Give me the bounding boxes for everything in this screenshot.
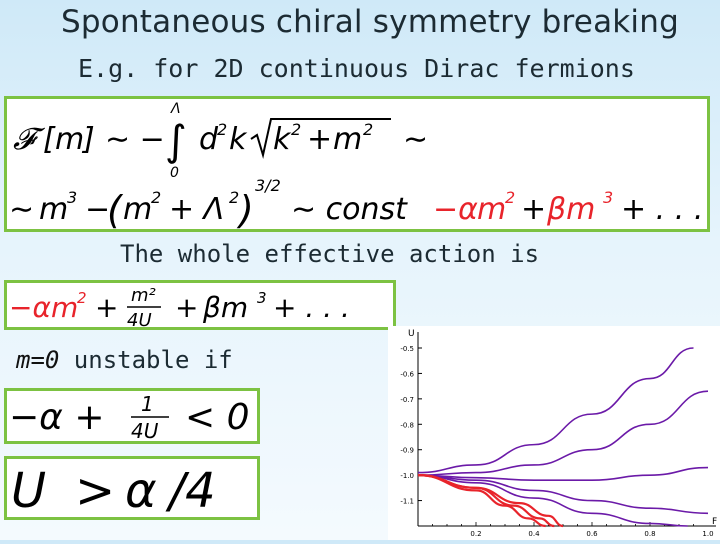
svg-text:2: 2	[363, 120, 374, 139]
svg-text:βm: βm	[203, 291, 249, 324]
svg-text:∼ const: ∼ const	[291, 192, 407, 227]
x-tick-label: 0.2	[470, 530, 482, 538]
svg-text:3/2: 3/2	[255, 176, 281, 195]
whole-action-label: The whole effective action is	[120, 240, 540, 268]
svg-text:α: α	[125, 463, 157, 517]
svg-text:]: ]	[83, 122, 95, 157]
series-line-2	[418, 468, 708, 481]
svg-text:k: k	[273, 122, 291, 157]
svg-text:): )	[239, 188, 254, 229]
svg-text:m: m	[477, 192, 507, 227]
svg-text:−α +: −α +	[9, 397, 105, 438]
svg-text:< 0: < 0	[185, 397, 250, 438]
svg-text:/4: /4	[169, 463, 216, 517]
svg-text:d: d	[199, 122, 219, 157]
x-tick-label: 0.6	[586, 530, 598, 538]
svg-text:0: 0	[170, 165, 179, 181]
x-tick-label: 0.8	[644, 530, 656, 538]
svg-text:m: m	[333, 122, 363, 157]
svg-text:3: 3	[67, 188, 78, 207]
svg-text:>: >	[75, 463, 116, 517]
critical-coupling-inequality	[7, 459, 257, 517]
free-energy-equation	[7, 99, 707, 229]
svg-text:4U: 4U	[131, 419, 159, 441]
instability-inequality-box	[4, 388, 260, 444]
svg-text:−α: −α	[433, 192, 478, 227]
svg-text:−α: −α	[9, 291, 51, 324]
svg-text:+ Λ: + Λ	[169, 192, 225, 227]
svg-text:+ . . .: + . . .	[621, 192, 704, 227]
free-energy-equation-box	[4, 96, 710, 232]
series-line-0	[418, 348, 694, 473]
unstable-if-text: unstable if	[59, 346, 233, 374]
svg-text:2: 2	[505, 188, 516, 207]
svg-text:βm: βm	[547, 192, 596, 227]
svg-text:m: m	[55, 122, 85, 157]
critical-coupling-box	[4, 456, 260, 520]
svg-text:(: (	[107, 188, 122, 229]
svg-text:2: 2	[217, 120, 228, 139]
svg-text:3: 3	[257, 289, 267, 307]
y-tick-label: -0.6	[400, 370, 414, 379]
svg-text:∫: ∫	[165, 116, 187, 165]
svg-text:2: 2	[291, 120, 302, 139]
y-tick-label: -1.1	[400, 497, 414, 506]
svg-text:2: 2	[77, 289, 87, 307]
y-tick-label: -0.5	[400, 345, 414, 353]
svg-text:m: m	[123, 192, 153, 227]
y-tick-label: -0.7	[400, 395, 414, 404]
energy-plot-svg	[388, 326, 720, 540]
svg-text:+ . . .: + . . .	[273, 291, 350, 324]
svg-text:2: 2	[229, 188, 240, 207]
svg-text:k: k	[229, 122, 247, 157]
svg-text:2: 2	[151, 188, 162, 207]
x-tick-label: 1.0	[702, 530, 714, 538]
energy-plot	[388, 326, 720, 540]
svg-text:4U: 4U	[127, 310, 152, 329]
svg-text:3: 3	[603, 188, 614, 207]
y-axis-label: U	[408, 329, 415, 339]
series-line-1	[418, 391, 708, 475]
slide-title: Spontaneous chiral symmetry breaking	[61, 4, 679, 40]
m-zero-label: m=0	[16, 346, 60, 374]
svg-text:m²: m²	[131, 285, 156, 306]
y-tick-label: -0.9	[400, 446, 414, 455]
svg-text:+: +	[307, 122, 333, 157]
svg-text:[: [	[43, 122, 55, 157]
svg-text:∼: ∼	[403, 122, 429, 157]
svg-text:m: m	[39, 192, 69, 227]
svg-text:−: −	[85, 192, 111, 227]
y-tick-label: -1.0	[400, 472, 414, 481]
svg-text:∼: ∼	[9, 192, 35, 227]
x-axis-label: F	[712, 517, 718, 527]
svg-text:𝓕: 𝓕	[13, 122, 36, 157]
svg-text:Λ: Λ	[171, 101, 181, 117]
x-tick-label: 0.4	[528, 530, 540, 538]
instability-inequality	[7, 391, 257, 441]
svg-text:m: m	[51, 291, 79, 324]
svg-text:1: 1	[141, 392, 154, 416]
svg-text:+: +	[95, 291, 119, 324]
svg-text:+: +	[175, 291, 199, 324]
svg-text:∼ −: ∼ −	[105, 122, 165, 157]
slide-subtitle: E.g. for 2D continuous Dirac fermions	[78, 54, 635, 83]
effective-action-box	[4, 280, 396, 330]
effective-action-equation	[7, 283, 395, 329]
y-tick-label: -0.8	[400, 421, 414, 430]
svg-text:+: +	[521, 192, 547, 227]
svg-text:U: U	[11, 463, 47, 517]
unstable-condition-label	[16, 346, 233, 374]
